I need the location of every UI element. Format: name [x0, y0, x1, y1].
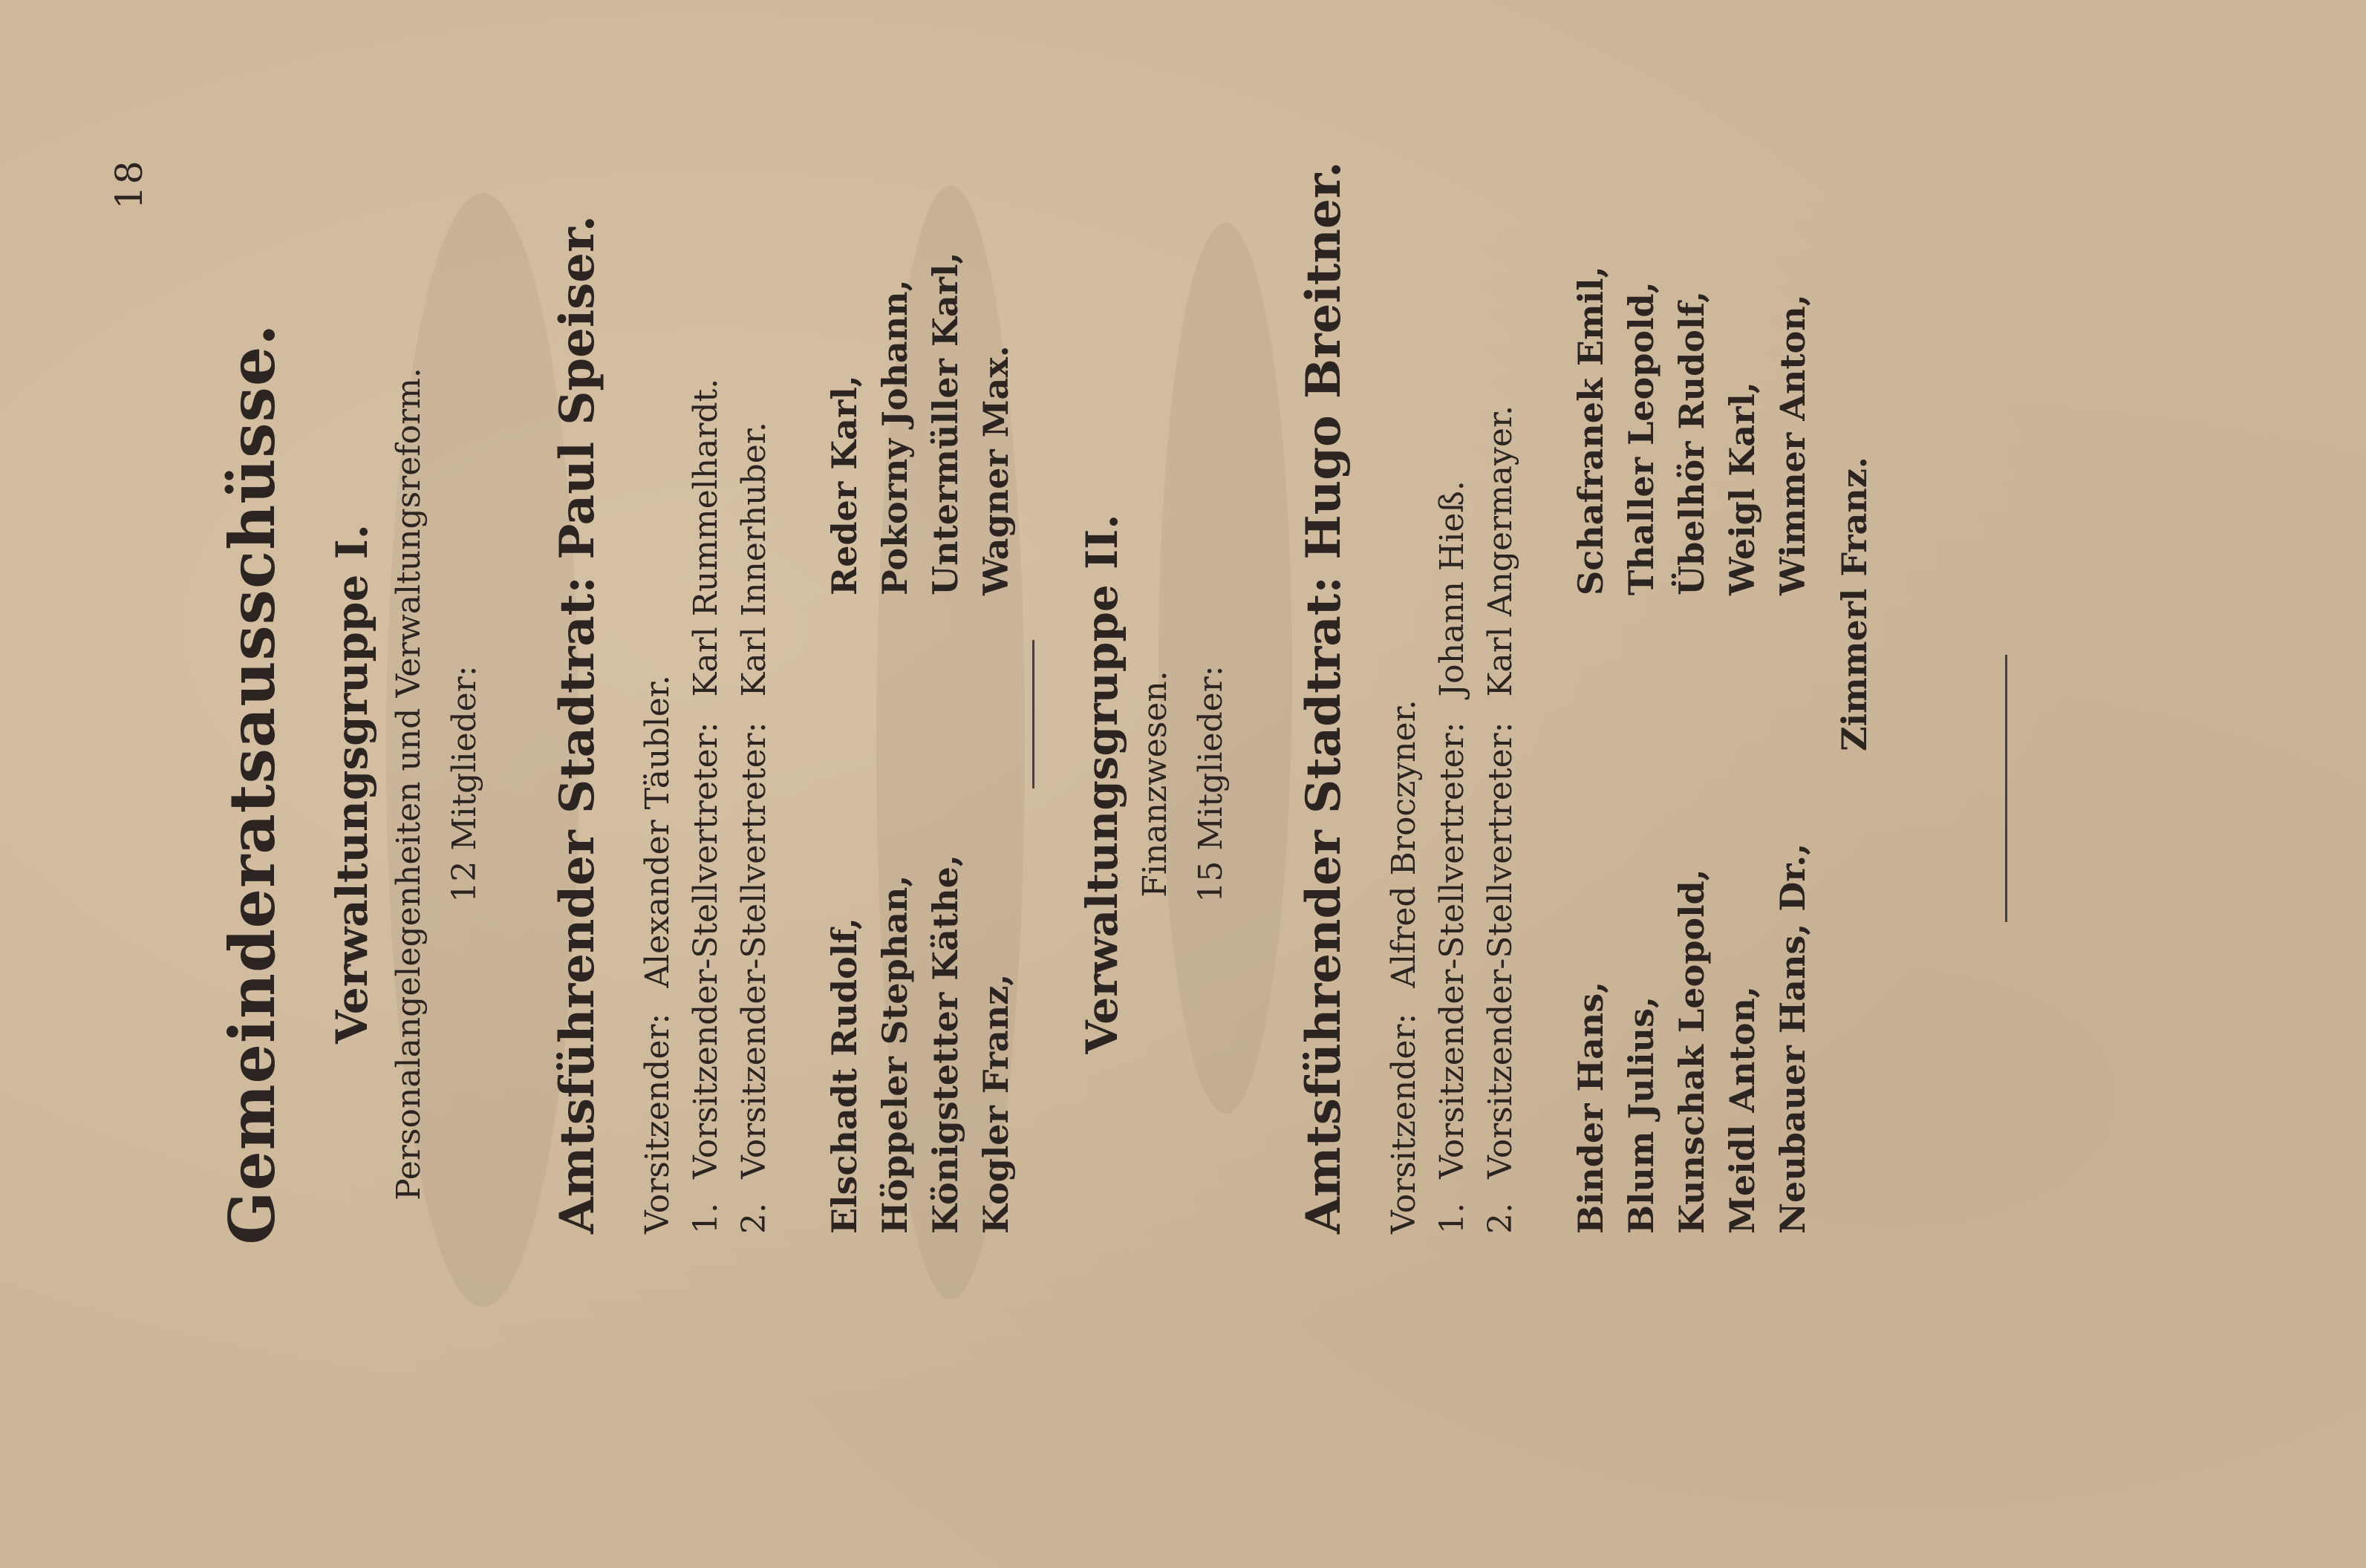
member-name: Weigl Karl, — [1722, 382, 1762, 595]
member-name: Neubauer Hans, Dr., — [1773, 843, 1813, 1234]
member-name: Übelhör Rudolf, — [1672, 290, 1712, 595]
separator-rule — [1032, 640, 1034, 788]
document-title: Gemeinderatsausschüsse. — [215, 323, 289, 1245]
group-1-executive — [550, 0, 605, 1234]
group-1-member-list — [824, 120, 1026, 1234]
deputy-name: Karl Innerhuber. — [735, 422, 773, 697]
list-item — [1773, 120, 1823, 1234]
member-name: Elschadt Rudolf, — [824, 918, 864, 1234]
deputy-name: Johann Hieß. — [1433, 480, 1471, 697]
deputy-label: Vorsitzender-Stellvertreter: — [1433, 722, 1471, 1179]
group-2-members-count: 15 Mitglieder: — [1192, 665, 1230, 903]
chair-name: Alfred Broczyner. — [1385, 699, 1423, 988]
group-2-deputy-2 — [1482, 0, 1519, 1234]
deputy-label: Vorsitzender-Stellvertreter: — [687, 722, 725, 1179]
deputy-name: Karl Rummelhardt. — [687, 378, 725, 697]
member-name: Schafranek Emil, — [1571, 266, 1611, 595]
group-2-deputy-1 — [1433, 0, 1471, 1234]
list-item — [925, 120, 976, 1234]
member-name: Untermüller Karl, — [925, 252, 965, 595]
deputy-number: 2. — [1482, 1203, 1519, 1234]
member-name: Binder Hans, — [1571, 981, 1611, 1234]
deputy-label: Vorsitzender-Stellvertreter: — [1482, 722, 1519, 1179]
separator-rule — [2005, 655, 2007, 922]
list-item — [824, 120, 875, 1234]
list-item — [875, 120, 925, 1234]
chair-label: Vorsitzender: — [639, 1013, 677, 1234]
deputy-number: 1. — [687, 1203, 725, 1234]
executive-label: Amtsführender Stadtrat: — [1296, 576, 1352, 1234]
group-2-executive — [1296, 0, 1352, 1234]
group-1-deputy-2 — [735, 0, 773, 1234]
chair-name: Alexander Täubler. — [639, 675, 677, 988]
member-name: Pokorny Johann, — [875, 279, 915, 595]
member-name: Blum Julius, — [1621, 996, 1661, 1234]
group-2-chair — [1385, 0, 1423, 1234]
member-name: Königstetter Käthe, — [925, 855, 965, 1234]
executive-label: Amtsführender Stadtrat: — [550, 576, 605, 1234]
group-2-member-list — [1571, 120, 1823, 1234]
page-number: 18 — [108, 159, 151, 209]
list-item — [1571, 120, 1621, 1234]
group-1-members-count: 12 Mitglieder: — [446, 665, 483, 903]
deputy-name: Karl Angermayer. — [1482, 405, 1519, 697]
list-item — [1621, 120, 1672, 1234]
group-2-title: Verwaltungsgruppe II. — [1077, 514, 1127, 1054]
member-name: Zimmerl Franz. — [1834, 457, 1874, 751]
executive-name: Hugo Breitner. — [1296, 161, 1352, 560]
member-name: Wagner Max. — [976, 345, 1016, 595]
chair-label: Vorsitzender: — [1385, 1013, 1423, 1234]
group-2-subject: Finanzwesen. — [1136, 670, 1174, 898]
member-name: Meidl Anton, — [1722, 986, 1762, 1234]
member-name: Kogler Franz, — [976, 973, 1016, 1234]
deputy-number: 1. — [1433, 1203, 1471, 1234]
executive-name: Paul Speiser. — [550, 215, 605, 560]
group-1-title: Verwaltungsgruppe I. — [327, 524, 377, 1044]
group-1-deputy-1 — [687, 0, 725, 1234]
deputy-label: Vorsitzender-Stellvertreter: — [735, 722, 773, 1179]
group-1-chair — [639, 0, 677, 1234]
member-name: Kunschak Leopold, — [1672, 869, 1712, 1234]
member-name: Wimmer Anton, — [1773, 294, 1813, 595]
deputy-number: 2. — [735, 1203, 773, 1234]
list-item — [1722, 120, 1773, 1234]
list-item — [976, 120, 1026, 1234]
member-name: Thaller Leopold, — [1621, 281, 1661, 595]
member-name: Reder Karl, — [824, 375, 864, 595]
group-1-subject: Personalangelegenheiten und Verwaltungsreform. — [390, 368, 428, 1200]
member-name: Höppeler Stephan, — [875, 875, 915, 1234]
list-item — [1672, 120, 1722, 1234]
